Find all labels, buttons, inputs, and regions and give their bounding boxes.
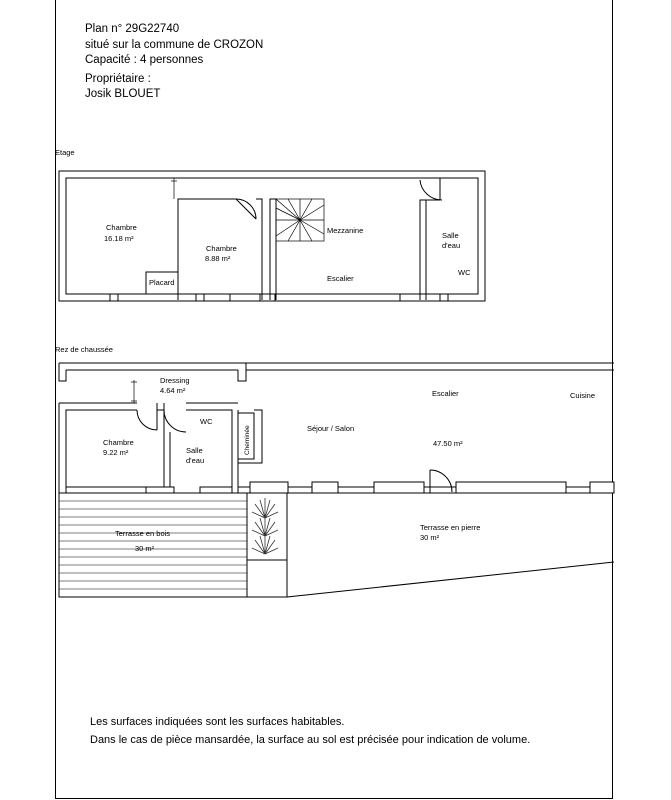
footer-line-1: Les surfaces indiquées sont les surfaces habitables. [90, 716, 345, 728]
rdc-dressing-area: 4.64 m² [160, 386, 186, 395]
rdc-cuisine-label: Cuisine [570, 391, 596, 400]
owner-name: Josik BLOUET [85, 88, 161, 100]
rdc-salle-eau-1: Salle [186, 446, 203, 455]
rdc-cheminee-label: Cheminée [244, 425, 251, 455]
etage-chambre2-label: Chambre [206, 244, 237, 253]
plants-decoration [252, 498, 278, 554]
rdc-terrasse-bois-area: 30 m² [135, 544, 155, 553]
etage-chambre1-area: 16.18 m² [104, 234, 134, 243]
plan-number: Plan n° 29G22740 [85, 23, 180, 35]
commune: situé sur la commune de CROZON [85, 39, 264, 51]
capacity: Capacité : 4 personnes [85, 54, 204, 66]
etage-label: Etage [55, 148, 75, 157]
footer-line-2: Dans le cas de pièce mansardée, la surface au sol est précisée pour indication de volume. [90, 734, 531, 746]
etage-chambre2-area: 8.88 m² [205, 254, 231, 263]
rdc-dressing-label: Dressing [160, 376, 190, 385]
rdc-salle-eau-2: d'eau [186, 456, 205, 465]
owner-label: Propriétaire : [85, 73, 151, 85]
etage-salle-eau-2: d'eau [442, 241, 461, 250]
etage-chambre1-label: Chambre [106, 223, 137, 232]
rdc-sejour-area: 47.50 m² [433, 439, 463, 448]
rdc-chambre-label: Chambre [103, 438, 134, 447]
rdc-label: Rez de chaussée [55, 345, 113, 354]
rdc-plan [59, 363, 614, 597]
rdc-terrasse-pierre-area: 30 m² [420, 533, 440, 542]
rdc-terrasse-bois-label: Terrasse en bois [115, 529, 171, 538]
etage-salle-eau-1: Salle [442, 231, 459, 240]
rdc-wc-label: WC [200, 417, 213, 426]
rdc-sejour-label: Séjour / Salon [307, 424, 355, 433]
etage-wc-label: WC [458, 268, 471, 277]
etage-placard-label: Placard [149, 278, 175, 287]
etage-mezzanine-label: Mezzanine [327, 226, 364, 235]
rdc-escalier-label: Escalier [432, 389, 459, 398]
etage-escalier-label: Escalier [327, 274, 354, 283]
rdc-terrasse-pierre-label: Terrasse en pierre [420, 523, 481, 532]
rdc-chambre-area: 9.22 m² [103, 448, 129, 457]
